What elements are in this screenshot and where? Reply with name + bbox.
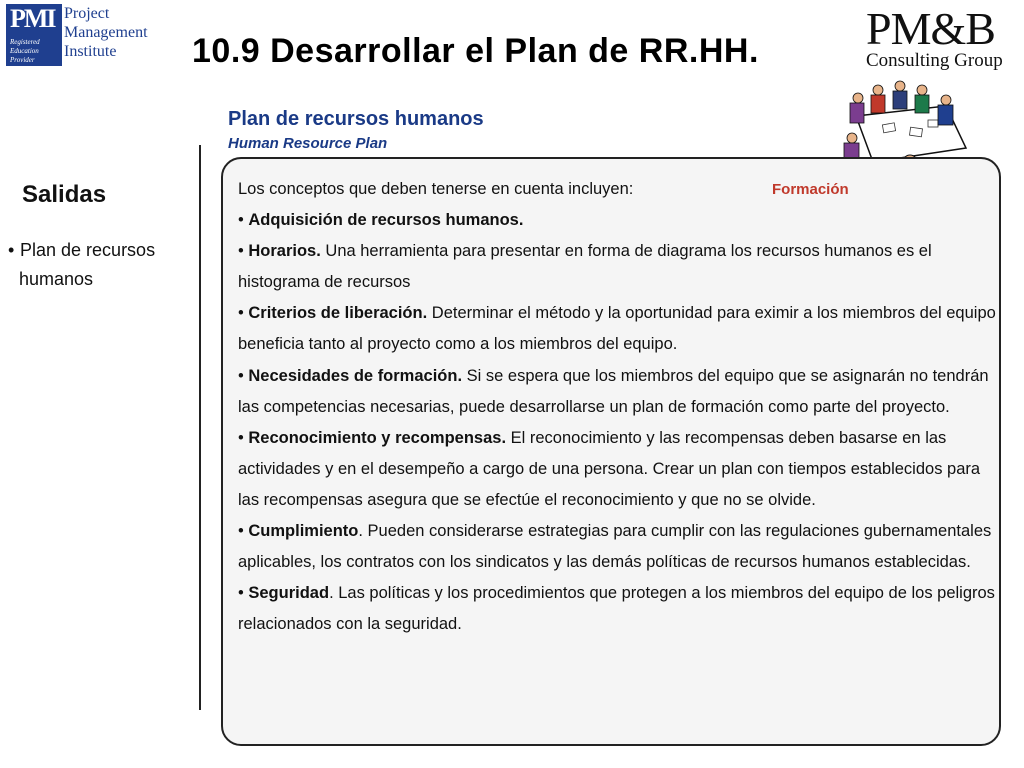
bullet: • [238, 211, 249, 230]
bullet: • [8, 240, 15, 260]
item-text: Determinar el método y la oportunidad para eximir a los miembros del equipo beneficia tanto al proyecto como a los miembros del equipo. [238, 304, 996, 354]
item-term: Seguridad [248, 584, 330, 603]
pmi-logo-line: Institute [64, 43, 117, 60]
list-item [238, 205, 998, 236]
list-item-continuation: humanos [19, 269, 94, 289]
outputs-heading: Salidas [22, 181, 107, 208]
plan-subtitle: Human Resource Plan [228, 135, 388, 152]
bullet: • [238, 522, 249, 541]
item-term: Cumplimiento [248, 522, 359, 541]
bullet: • [238, 584, 249, 603]
bullet: • [238, 304, 249, 323]
bullet: • [238, 366, 249, 385]
pmi-logo-line: Management [64, 24, 148, 41]
outputs-list [8, 236, 155, 294]
item-term: Adquisición de recursos humanos. [248, 211, 524, 230]
list-item [238, 516, 998, 578]
item-term: Reconocimiento y recompensas. [248, 428, 507, 447]
pmb-logo-name: PM&B [866, 3, 995, 54]
item-text: Si se espera que los miembros del equipo que se asignarán no tendrán las competencias necesarias, puede desarrollarse un plan de formación como parte del proyecto. [238, 366, 989, 416]
pmi-logo-line: Project [64, 5, 110, 22]
pmi-logo [6, 4, 151, 68]
pmi-logo-words [64, 4, 148, 61]
list-item [238, 578, 998, 640]
pmi-mark-line: Education [10, 47, 39, 55]
item-text: . Las políticas y los procedimientos que protegen a los miembros del equipo de los peligros relacionados con la seguridad. [238, 584, 995, 634]
list-item [8, 236, 155, 265]
list-item [238, 361, 998, 423]
list-item [238, 236, 998, 298]
list-item [238, 423, 998, 516]
content-text [238, 174, 998, 640]
list-item [238, 298, 998, 360]
plan-title: Plan de recursos humanos [228, 108, 484, 130]
vertical-divider [199, 145, 201, 710]
bullet: • [238, 242, 249, 261]
item-term: Horarios. [248, 242, 321, 261]
list-item-text: Plan de recursos [20, 240, 156, 260]
content-intro: Los conceptos que deben tenerse en cuenta incluyen: [238, 180, 634, 198]
page-title: 10.9 Desarrollar el Plan de RR.HH. [192, 32, 759, 70]
pmi-mark-line: Registered [10, 38, 40, 46]
item-term: Necesidades de formación. [248, 366, 463, 385]
item-term: Criterios de liberación. [248, 304, 428, 323]
pmi-mark-line: Provider [10, 56, 35, 64]
pmi-mark-text: PMI [10, 4, 55, 33]
pmb-logo [866, 3, 1016, 72]
bullet: • [238, 428, 249, 447]
pmb-logo-subtitle: Consulting Group [866, 50, 1003, 71]
training-callout: Formación [772, 181, 849, 198]
item-text: El reconocimiento y las recompensas deben basarse en las actividades y en el desempeño a cargo de una persona. Crear un plan con tiempos establecidos para las recompensas asegura que se efectúe el reconocimiento y que no se olvide. [238, 428, 981, 509]
pmi-logo-mark [6, 4, 62, 66]
item-text: Una herramienta para presentar en forma de diagrama los recursos humanos es el histograma de recursos [238, 242, 932, 292]
item-text: . Pueden considerarse estrategias para cumplir con las regulaciones gubernamentales aplicables, los contratos con los sindicatos y las demás políticas de recursos humanos establecidas. [238, 522, 992, 572]
